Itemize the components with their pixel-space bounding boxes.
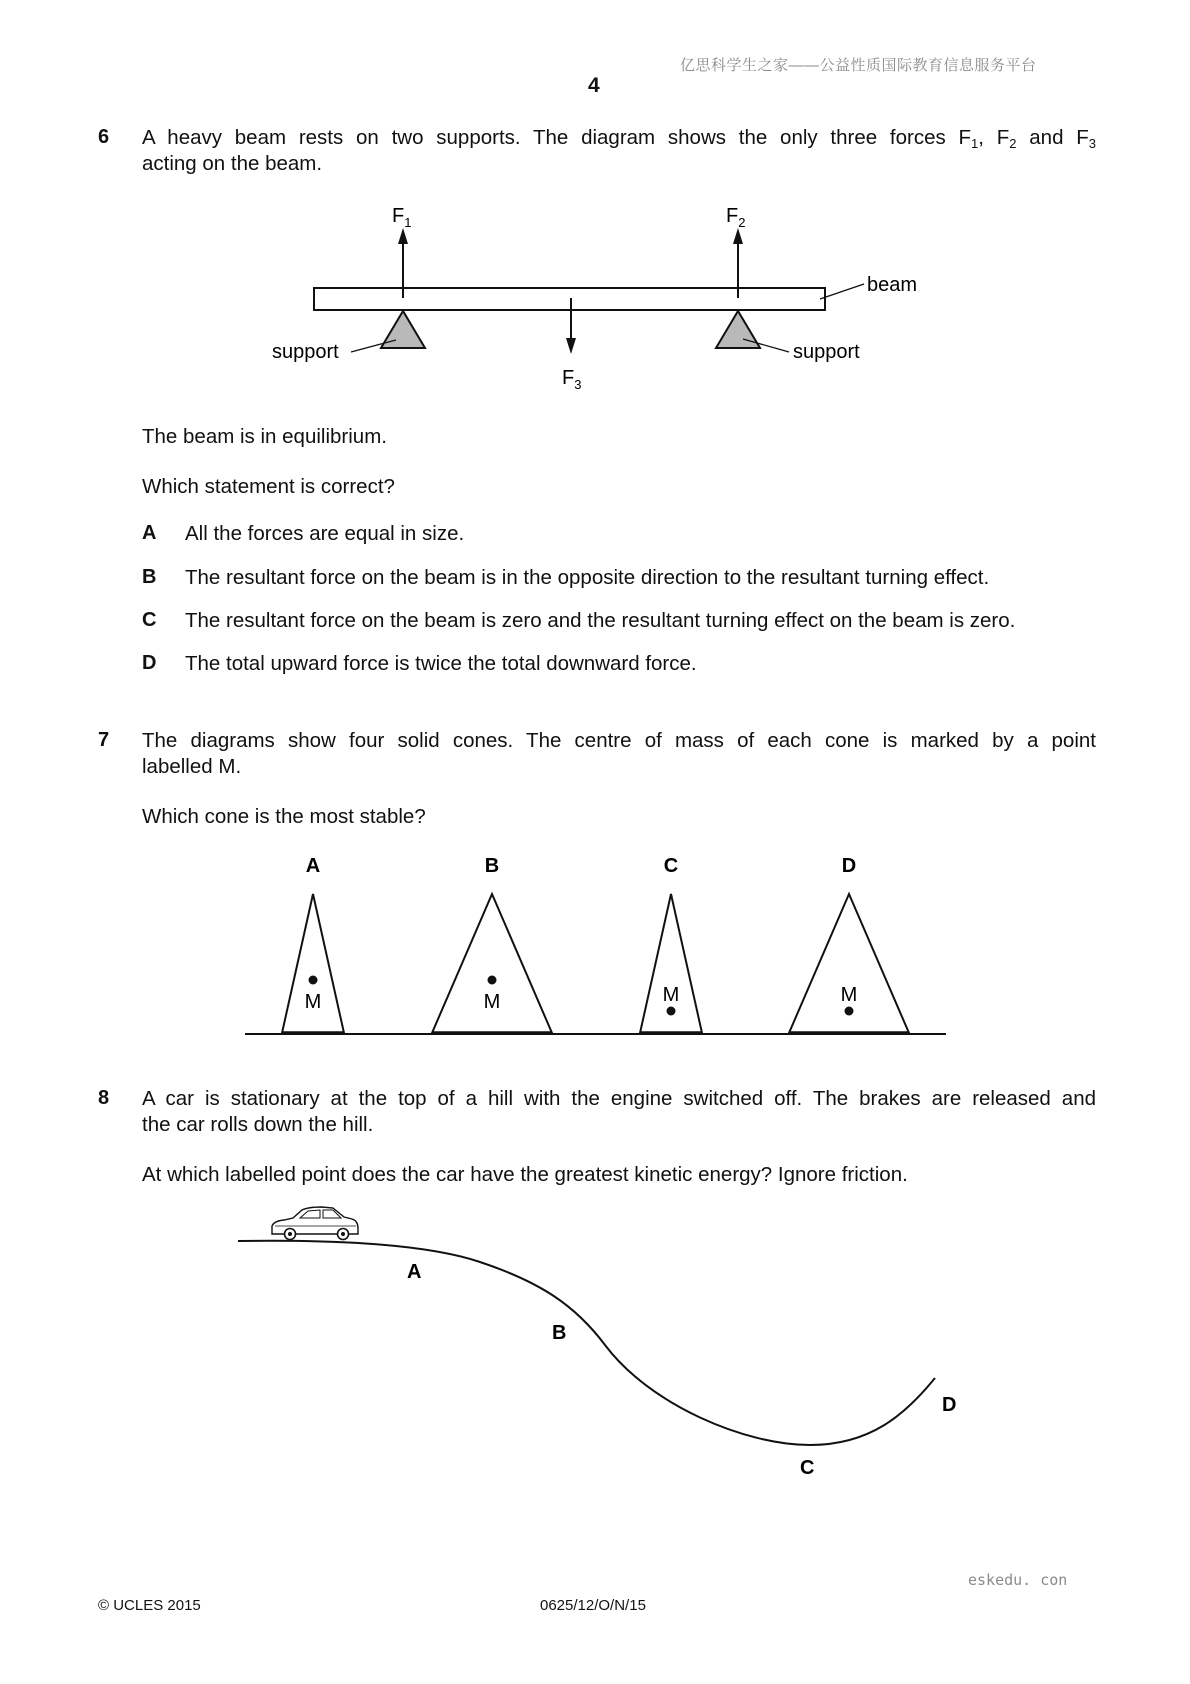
cone-c-centre-of-mass xyxy=(667,1007,676,1016)
question-6-statement: The beam is in equilibrium. xyxy=(142,425,387,448)
label-support-left: support xyxy=(272,341,339,363)
cone-b-label: B xyxy=(484,855,500,877)
footer-copyright: © UCLES 2015 xyxy=(98,1597,201,1614)
point-c-label: C xyxy=(800,1457,815,1479)
cone-c-m-label: M xyxy=(662,984,680,1006)
cone-b-centre-of-mass xyxy=(488,976,497,985)
option-d-letter: D xyxy=(142,652,157,674)
beam-diagram xyxy=(0,190,1190,400)
option-c-letter: C xyxy=(142,609,157,631)
hill-curve xyxy=(238,1241,935,1445)
point-b-label: B xyxy=(552,1322,567,1344)
cone-a-m-label: M xyxy=(304,991,322,1013)
option-b-letter: B xyxy=(142,566,157,588)
question-7-prompt: Which cone is the most stable? xyxy=(142,805,426,828)
question-7-number: 7 xyxy=(98,729,110,751)
option-b-text: The resultant force on the beam is in the opposite direction to the resultant turning effect. xyxy=(185,566,990,589)
cones-diagram xyxy=(0,840,1190,1040)
label-f2: $F_2$ xyxy=(726,205,746,230)
cone-b-m-label: M xyxy=(483,991,501,1013)
question-6-number: 6 xyxy=(98,126,110,148)
cone-a-centre-of-mass xyxy=(309,976,318,985)
cone-d-m-label: M xyxy=(840,984,858,1006)
point-a-label: A xyxy=(407,1261,422,1283)
question-7-text: The diagrams show four solid cones. The centre of mass of each cone is marked by a point labelled M. xyxy=(142,729,1096,778)
question-8-prompt: At which labelled point does the car have the greatest kinetic energy? Ignore friction. xyxy=(142,1163,908,1186)
cone-c-label: C xyxy=(663,855,679,877)
beam xyxy=(314,288,825,310)
option-a-text: All the forces are equal in size. xyxy=(185,522,465,545)
footer-paper-code: 0625/12/O/N/15 xyxy=(540,1597,646,1614)
label-support-right: support xyxy=(793,341,860,363)
question-6-prompt: Which statement is correct? xyxy=(142,475,395,498)
cone-d-label: D xyxy=(841,855,857,877)
hill-diagram xyxy=(0,1200,1190,1480)
page-number: 4 xyxy=(588,74,600,97)
car-icon xyxy=(272,1207,358,1240)
watermark-footer: eskedu. con xyxy=(968,1571,1068,1589)
option-d-text: The total upward force is twice the total downward force. xyxy=(185,652,697,675)
watermark-header: 亿思科学生之家——公益性质国际教育信息服务平台 xyxy=(680,57,1037,74)
label-f3: $F_3$ xyxy=(562,367,582,392)
label-beam: beam xyxy=(867,274,918,296)
cone-a-label: A xyxy=(305,855,321,877)
question-8-text: A car is stationary at the top of a hill with the engine switched off. The brakes are released and the car rolls down the hill. xyxy=(142,1087,1096,1136)
question-6-text: A heavy beam rests on two supports. The diagram shows the only three forces $F_1$, $F_2$ and $F_3$ acting on the beam. xyxy=(142,126,1096,175)
label-f1: $F_1$ xyxy=(392,205,412,230)
point-d-label: D xyxy=(942,1394,957,1416)
cone-d-centre-of-mass xyxy=(845,1007,854,1016)
question-8-number: 8 xyxy=(98,1087,110,1109)
option-a-letter: A xyxy=(142,522,157,544)
option-c-text: The resultant force on the beam is zero and the resultant turning effect on the beam is zero. xyxy=(185,609,1016,632)
